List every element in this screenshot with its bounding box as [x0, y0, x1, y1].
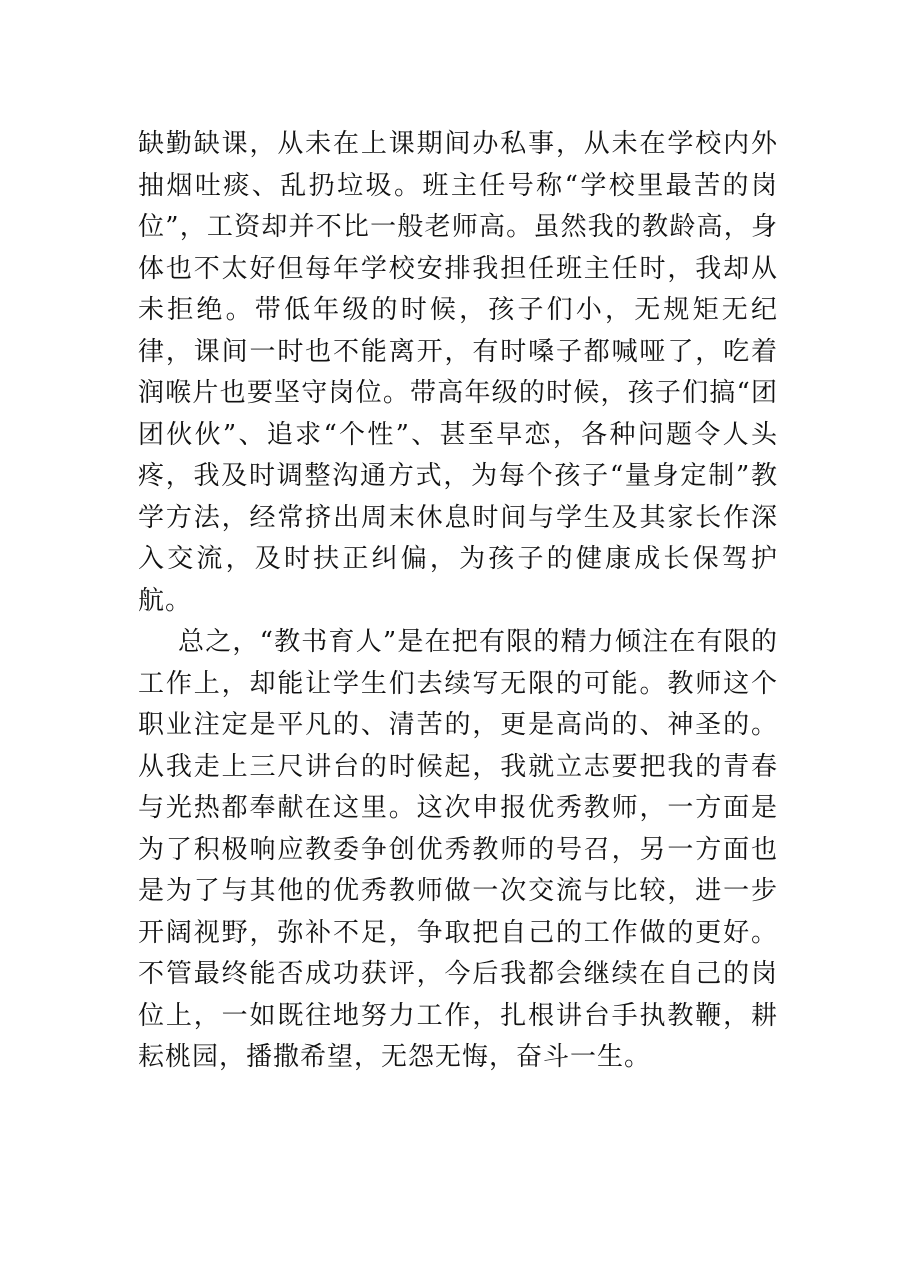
body-text [138, 124, 778, 1079]
paragraph-2: 总之，“教书育人”是在把有限的精力倾注在有限的工作上，却能让学生们去续写无限的可能。教师这个职业注定是平凡的、清苦的，更是高尚的、神圣的。从我走上三尺讲台的时候起，我就立志要把我的青春与光热都奉献在这里。这次申报优秀教师，一方面是为了积极响应教委争创优秀教师的号召，另一方面也是为了与其他的优秀教师做一次交流与比较，进一步开阔视野，弥补不足，争取把自己的工作做的更好。不管最终能否成功获评，今后我都会继续在自己的岗位上，一如既往地努力工作，扎根讲台手执教鞭，耕耘桃园，播撒希望，无怨无悔，奋斗一生。 [138, 627, 778, 1072]
paragraph-1: 缺勤缺课，从未在上课期间办私事，从未在学校内外抽烟吐痰、乱扔垃圾。班主任号称“学校里最苦的岗位”，工资却并不比一般老师高。虽然我的教龄高，身体也不太好但每年学校安排我担任班主任时，我却从未拒绝。带低年级的时候，孩子们小，无规矩无纪律，课间一时也不能离开，有时嗓子都喊哑了，吃着润喉片也要坚守岗位。带高年级的时候，孩子们搞“团团伙伙”、追求“个性”、甚至早恋，各种问题令人头疼，我及时调整沟通方式，为每个孩子“量身定制”教学方法，经常挤出周末休息时间与学生及其家长作深入交流，及时扶正纠偏，为孩子的健康成长保驾护航。 [138, 129, 778, 616]
